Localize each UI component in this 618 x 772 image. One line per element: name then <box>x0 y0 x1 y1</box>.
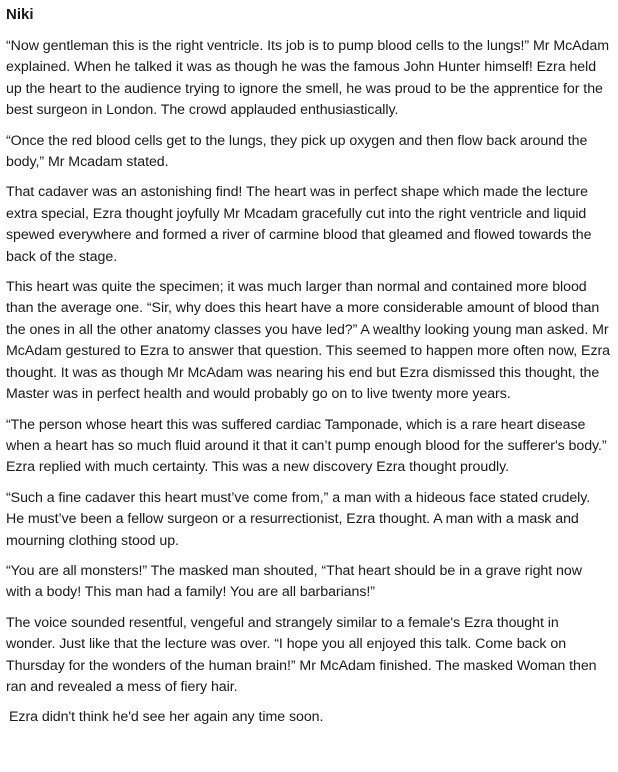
paragraph-9: Ezra didn't think he'd see her again any time soon. <box>9 709 324 726</box>
paragraph-3: That cadaver was an astonishing find! The heart was in perfect shape which made the lecture extra special, Ezra thought joyfully Mr Mcadam gracefully cut into the right ventricle and liquid spewed everywhere and formed a river of carmine blood that gleamed and flowed towards the back of the stage. <box>6 184 592 265</box>
paragraph-7: “You are all monsters!” The masked man shouted, “That heart should be in a grave right now with a body! This man had a family! You are all barbarians!” <box>6 562 582 601</box>
paragraph-8: The voice sounded resentful, vengeful and strangely similar to a female's Ezra thought in wonder. Just like that the lecture was over. “I hope you all enjoyed this talk. Come back on Thursday for the wonders of the human brain!” Mr McAdam finished. The masked Woman then ran and revealed a mess of fiery hair. <box>6 614 597 695</box>
author-name: Niki <box>6 6 34 23</box>
paragraph-4: This heart was quite the specimen; it was much larger than normal and contained more blood than the average one. “Sir, why does this heart have a more considerable amount of blood than the ones in all the other anatomy classes you have led?” A wealthy looking young man asked. Mr McAdam gestured to Ezra to answer that question. This seemed to happen more often now, Ezra thought. It was as though Mr McAdam was nearing his end but Ezra dismissed this thought, the Master was in perfect health and would probably go on to live twenty more years. <box>6 279 611 403</box>
paragraph-5: “The person whose heart this was suffered cardiac Tamponade, which is a rare heart disease when a heart has so much fluid around it that it can’t pump enough blood for the sufferer's body.” Ezra replied with much certainty. This was a new discovery Ezra thought proudly. <box>6 416 607 476</box>
paragraph-1: “Now gentleman this is the right ventricle. Its job is to pump blood cells to the lungs!” Mr McAdam explained. When he talked it was as though he was the famous John Hunter himself! Ezra held up the heart to the audience trying to ignore the smell, he was proud to be the apprentice for the best surgeon in London. The crowd applauded enthusiastically. <box>6 38 610 119</box>
paragraph-2: “Once the red blood cells get to the lungs, they pick up oxygen and then flow back around the body,” Mr Mcadam stated. <box>6 132 588 171</box>
paragraph-6: “Such a fine cadaver this heart must’ve come from,” a man with a hideous face stated crudely. He must’ve been a fellow surgeon or a resurrectionist, Ezra thought. A man with a mask and mourning clothing stood up. <box>6 489 591 549</box>
